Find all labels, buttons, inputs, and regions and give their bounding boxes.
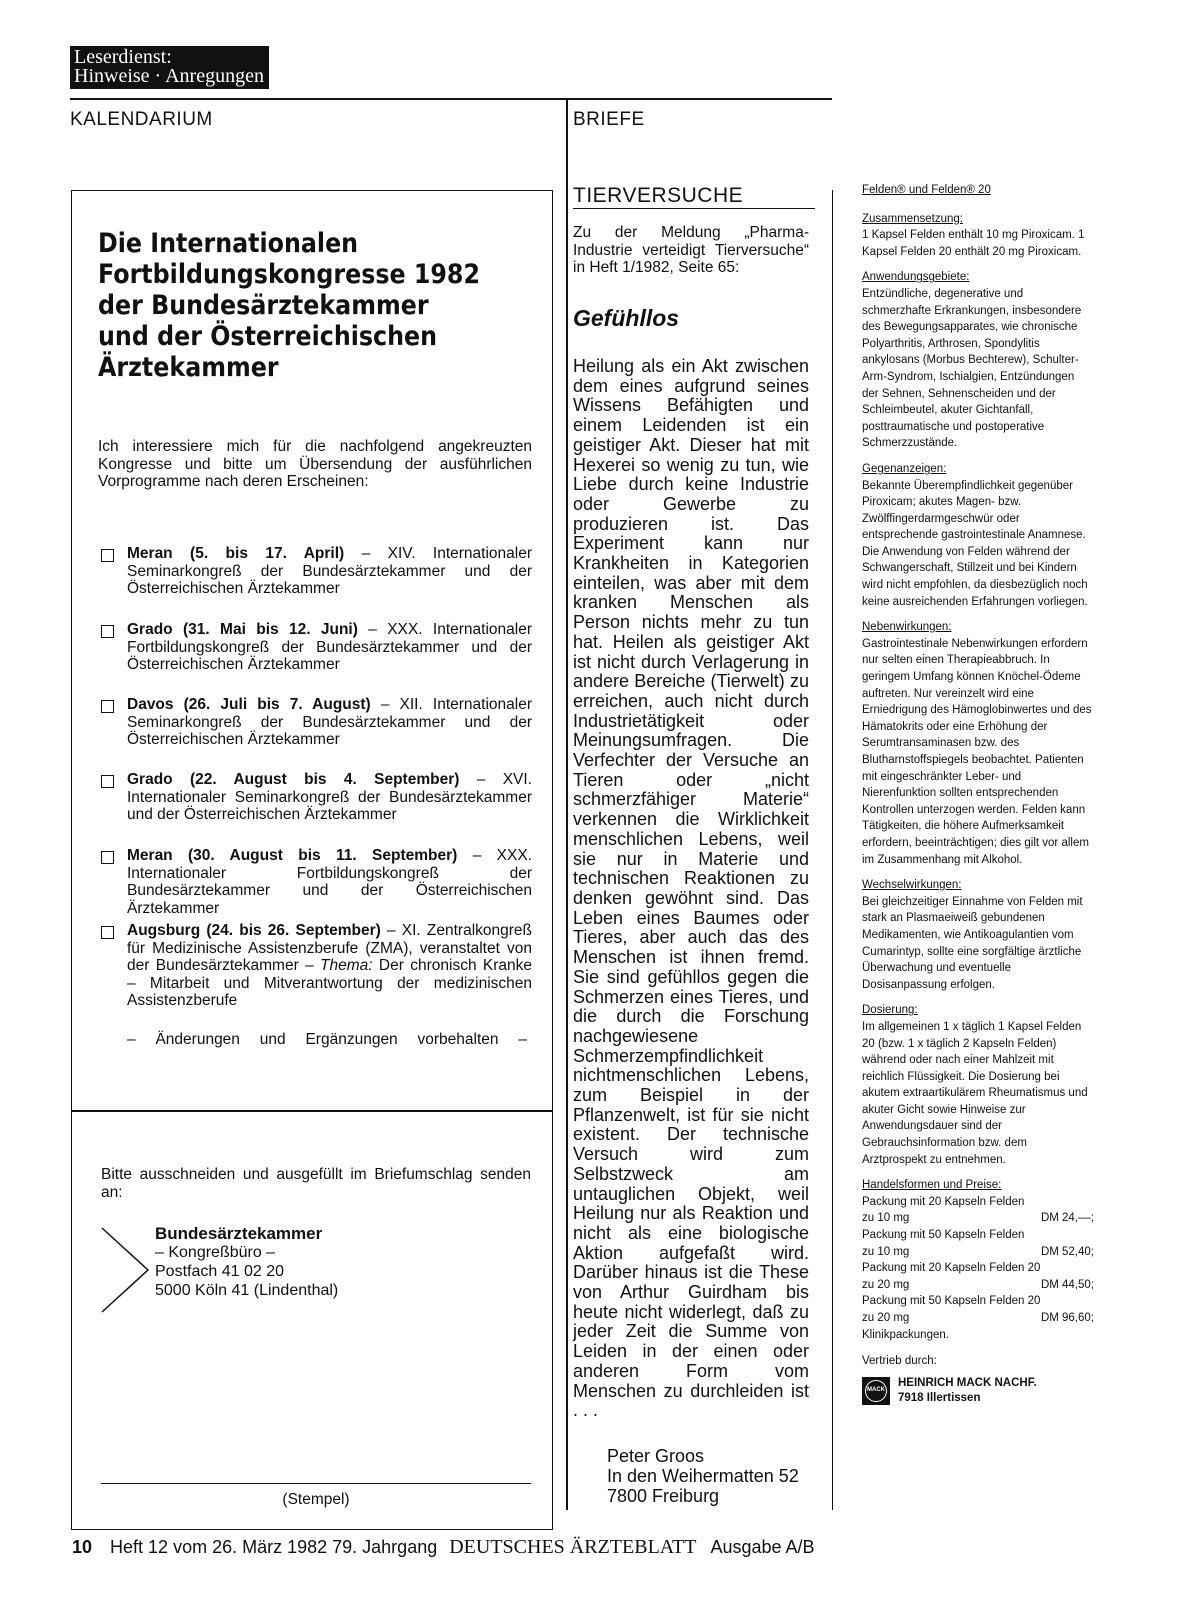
page-number: 10 xyxy=(72,1537,93,1557)
prices-section xyxy=(862,1177,1094,1343)
price-row xyxy=(862,1244,1094,1261)
author-name: Peter Groos xyxy=(607,1446,705,1466)
section-kalendarium: KALENDARIUM xyxy=(70,109,213,130)
checkbox-augsburg[interactable] xyxy=(101,926,114,939)
form-title-line: Fortbildungskongresse 1982 xyxy=(98,259,481,290)
price-pack: Packung mit 20 Kapseln Felden 20 xyxy=(862,1262,1041,1275)
company-text xyxy=(898,1376,1037,1406)
section-briefe: BRIEFE xyxy=(573,109,645,130)
price-entry xyxy=(862,1293,1094,1326)
ad-section-text: Gastrointestinale Nebenwirkungen erfordern nur selten einen Therapieabbruch. In geringem Umfang können Knöchel-Ödeme auftreten. Nur vereinzelt wird eine Erniedrigung des Hämoglobinwertes und des Hämatokrits oder eine Erhöhung der Serumtransaminasen bzw. des Blutharnstoffspiegels beobachtet. Patienten mit eingeschränkter Leber- und Nierenfunktion sollten entsprechenden Kontrollen unterzogen werden. Felden kann Tätigkeiten, die höhere Aufmerksamkeit erfordern, beeinträchtigen; dies gilt vor allem im Zusammenhang mit Alkohol. xyxy=(862,637,1092,866)
top-rule xyxy=(70,98,832,100)
price-entry xyxy=(862,1260,1094,1293)
section-tag-line1: Leserdienst: xyxy=(74,46,172,68)
price-pack: Packung mit 50 Kapseln Felden xyxy=(862,1229,1025,1242)
ad-section-heading: Anwendungsgebiete: xyxy=(862,271,970,284)
price-value: DM 52,40; xyxy=(1040,1245,1094,1258)
letter-body: Heilung als ein Akt zwischen dem eines aufgrund seines Wissens Befähigten und einem Leidenden ist ein geistiger Akt. Dieser hat mit Hexerei so wenig zu tun, wie Liebe durch keine Industrie oder Gewerbe zu produzieren ist. Das Experiment kann nur Krankheiten in Kategorien einteilen, was aber mit dem kranken Menschen als Person nichts mehr zu tun hat. Heilen als geistiger Akt ist nicht durch Verlagerung in andere Bereiche (Tierwelt) zu erreichen, auch nicht durch Industrietätigkeit oder Meinungsumfragen. Die Verfechter der Versuche an Tieren oder „nicht schmerzfähiger Materie“ verkennen die Wirklichkeit menschlichen Lebens, weil sie nur in Materie und technischen Reaktionen zu denken gewöhnt sind. Das Leben eines Baumes oder Tieres, aber auch das des Menschen ist ihnen fremd. Sie sind gefühllos gegen die Schmerzen eines Tieres, und die durch die Forschung nachgewiesene Schmerzempfindlichkeit nichtmenschlichen Lebens, zum Beispiel in der Pflanzenwelt, ist für sie nicht existent. Der technische Versuch wird zum Selbstzweck am untauglichen Objekt, weil Heilung nur als Reaktion und nicht als eine biologische Aktion aufgefaßt wird. Darüber hinaus ist die These von Arthur Guirdham bis heute nicht widerlegt, daß zu jeder Zeit die Summe von Leiden in der einen oder anderen Form vom Menschen zu durchleiden ist . . . xyxy=(573,356,809,1421)
section-tag xyxy=(70,46,269,89)
price-dose: zu 10 mg xyxy=(862,1245,910,1258)
price-row xyxy=(862,1210,1094,1227)
price-value: DM 96,60; xyxy=(1040,1312,1094,1324)
ad-section xyxy=(862,461,1094,610)
address-name: Bundesärztekammer xyxy=(155,1224,323,1243)
author-city: 7800 Freiburg xyxy=(607,1486,720,1506)
congress-item: Davos (26. Juli bis 7. August) – XII. Internationaler Seminarkongreß der Bundesärztekammer und der Österreichischen Ärztekammer xyxy=(127,696,532,748)
stamp-label: (Stempel) xyxy=(282,1491,350,1508)
ad-section-text: Bei gleichzeitiger Einnahme von Felden mit stark an Plasmaeiweiß gebundenen Medikamenten, wie Antikoagulantien vom Cumarintyp, sollte eine sorgfältige ärztliche Überwachung und eventuelle Dosisanpassung erfolgen. xyxy=(862,895,1083,991)
form-title-line: und der Österreichischen xyxy=(98,321,438,352)
checkbox-meran-april[interactable] xyxy=(101,549,114,562)
price-entry xyxy=(862,1194,1094,1227)
form-title-line: der Bundesärztekammer xyxy=(98,290,429,321)
price-value: DM 24,––; xyxy=(1040,1212,1094,1225)
checkbox-grado-august[interactable] xyxy=(101,775,114,788)
price-row xyxy=(862,1310,1094,1327)
letter-author xyxy=(607,1446,799,1506)
ad-section xyxy=(862,269,1094,452)
author-street: In den Weihermatten 52 xyxy=(607,1466,799,1486)
ad-section-text: 1 Kapsel Felden enthält 10 mg Piroxicam. 1 Kapsel Felden 20 enthält 20 mg Piroxicam. xyxy=(862,229,1085,258)
section-tag-line2: Hinweise · Anregungen xyxy=(74,65,264,87)
price-row xyxy=(862,1277,1094,1294)
cut-rule xyxy=(71,1110,553,1112)
letter-topic: TIERVERSUCHE xyxy=(573,184,744,207)
ad-section-heading: Gegenanzeigen: xyxy=(862,462,947,475)
congress-item: Augsburg (24. bis 26. September) – XI. Zentralkongreß für Medizinische Assistenzberufe (ZMA), veranstaltet von der Bundesärztekammer – Thema: Der chronisch Kranke – Mitarbeit und Mitverantwortung der medizinischen Assistenzberufe xyxy=(127,922,533,1009)
distribution-label: Vertrieb durch: xyxy=(862,1355,937,1368)
company-logo-mark: MACK xyxy=(865,1380,887,1402)
price-dose: zu 20 mg xyxy=(862,1278,910,1291)
congress-item: Grado (22. August bis 4. September) – XVI. Internationaler Seminarkongreß der Bundesärztekammer und der Österreichischen Ärztekammer xyxy=(127,771,532,823)
ad-section-text: Entzündliche, degenerative und schmerzhafte Erkrankungen, insbesondere des Bewegungsapparates, wie chronische Polyarthritis, Arthrosen, Spondylitis ankylosans (Morbus Bechterew), Schulter-Arm-Syndrom, Ischialgien, Entzündungen der Sehnen, Sehnenscheiden und der Schleimbeutel, akuter Gichtanfall, posttraumatische und postoperative Schmerzzustände. xyxy=(862,287,1082,450)
ad-section-heading: Dosierung: xyxy=(862,1004,918,1017)
topic-rule xyxy=(573,208,815,209)
clinic-packs: Klinikpackungen. xyxy=(862,1328,949,1341)
letter-headline: Gefühllos xyxy=(573,305,680,331)
company-logo xyxy=(862,1377,890,1405)
ad-section-heading: Wechselwirkungen: xyxy=(862,879,962,892)
company-name: HEINRICH MACK NACHF. xyxy=(898,1376,1037,1389)
price-dose: zu 20 mg xyxy=(862,1312,910,1324)
changes-note: – Änderungen und Ergänzungen vorbehalten – xyxy=(127,1031,527,1048)
company-block xyxy=(862,1376,1094,1406)
form-intro: Ich interessiere mich für die nachfolgend angekreuzten Kongresse und bitte um Übersendung der ausführlichen Vorprogramme nach deren Erscheinen: xyxy=(98,438,532,490)
page-footer xyxy=(72,1536,815,1559)
form-title-line: Die Internationalen xyxy=(98,228,359,259)
ad-column xyxy=(862,182,1094,1406)
address-city: 5000 Köln 41 (Lindenthal) xyxy=(155,1282,339,1299)
prices-heading: Handelsformen und Preise: xyxy=(862,1179,1002,1192)
send-instruction: Bitte ausschneiden und ausgefüllt im Briefumschlag senden an: xyxy=(101,1166,531,1201)
ad-section-text: Im allgemeinen 1 x täglich 1 Kapsel Felden 20 (bzw. 1 x täglich 2 Kapseln Felden) während oder nach einer Mahlzeit mit reichlich Flüssigkeit. Die Dosierung bei akutem extraartikulärem Rheumatismus und akuter Gicht sowie Hinweise zur Anwendungsdauer sind der Gebrauchsinformation bzw. dem Arztprospekt zu entnehmen. xyxy=(862,1020,1088,1166)
ad-section-heading: Zusammensetzung: xyxy=(862,212,963,225)
congress-item: Grado (31. Mai bis 12. Juni) – XXX. Internationaler Fortbildungskongreß der Bundesärztekammer und der Österreichischen Ärztekammer xyxy=(127,621,532,673)
ad-section xyxy=(862,1002,1094,1168)
address-block xyxy=(155,1224,338,1300)
price-value: DM 44,50; xyxy=(1040,1278,1094,1291)
price-entry xyxy=(862,1227,1094,1260)
issue-info: Heft 12 vom 26. März 1982 79. Jahrgang xyxy=(110,1537,438,1557)
edition: Ausgabe A/B xyxy=(710,1537,815,1557)
column-divider xyxy=(566,98,568,1510)
ad-section xyxy=(862,619,1094,868)
ad-section xyxy=(862,877,1094,993)
congress-item: Meran (5. bis 17. April) – XIV. Internationaler Seminarkongreß der Bundesärztekammer und der Österreichischen Ärztekammer xyxy=(127,545,532,597)
price-dose: zu 10 mg xyxy=(862,1212,910,1225)
form-title xyxy=(98,228,485,383)
price-pack: Packung mit 20 Kapseln Felden xyxy=(862,1195,1025,1208)
ad-section xyxy=(862,211,1094,261)
price-pack: Packung mit 50 Kapseln Felden 20 xyxy=(862,1295,1041,1308)
congress-item: Meran (30. August bis 11. September) – XXX. Internationaler Fortbildungskongreß der Bundesärztekammer und der Österreichischen Ärztekammer xyxy=(127,847,532,917)
ad-section-text: Bekannte Überempfindlichkeit gegenüber Piroxicam; akutes Magen- bzw. Zwölffingerdarmgeschwür oder entsprechende gastrointestinale Anamnese. Die Anwendung von Felden während der Schwangerschaft, Stillzeit und bei Kindern wird nicht empfohlen, da diesbezüglich noch keine ausreichenden Erfahrungen vorliegen. xyxy=(862,479,1088,608)
checkbox-meran-august[interactable] xyxy=(101,851,114,864)
journal-name: DEUTSCHES ÄRZTEBLATT xyxy=(449,1536,697,1558)
company-city: 7918 Illertissen xyxy=(898,1391,981,1404)
letter-reference: Zu der Meldung „Pharma-Industrie verteidigt Tierversuche“ in Heft 1/1982, Seite 65: xyxy=(573,224,809,276)
checkbox-davos[interactable] xyxy=(101,700,114,713)
address-postbox: Postfach 41 02 20 xyxy=(155,1263,284,1280)
ad-section-heading: Nebenwirkungen: xyxy=(862,621,952,634)
ad-title: Felden® und Felden® 20 xyxy=(862,184,991,196)
ad-divider xyxy=(832,190,833,1510)
arrow-pointer-icon xyxy=(101,1227,151,1313)
address-dept: – Kongreßbüro – xyxy=(155,1244,276,1261)
checkbox-grado-mai[interactable] xyxy=(101,625,114,638)
form-title-line: Ärztekammer xyxy=(98,352,279,383)
stamp-line xyxy=(101,1483,531,1484)
